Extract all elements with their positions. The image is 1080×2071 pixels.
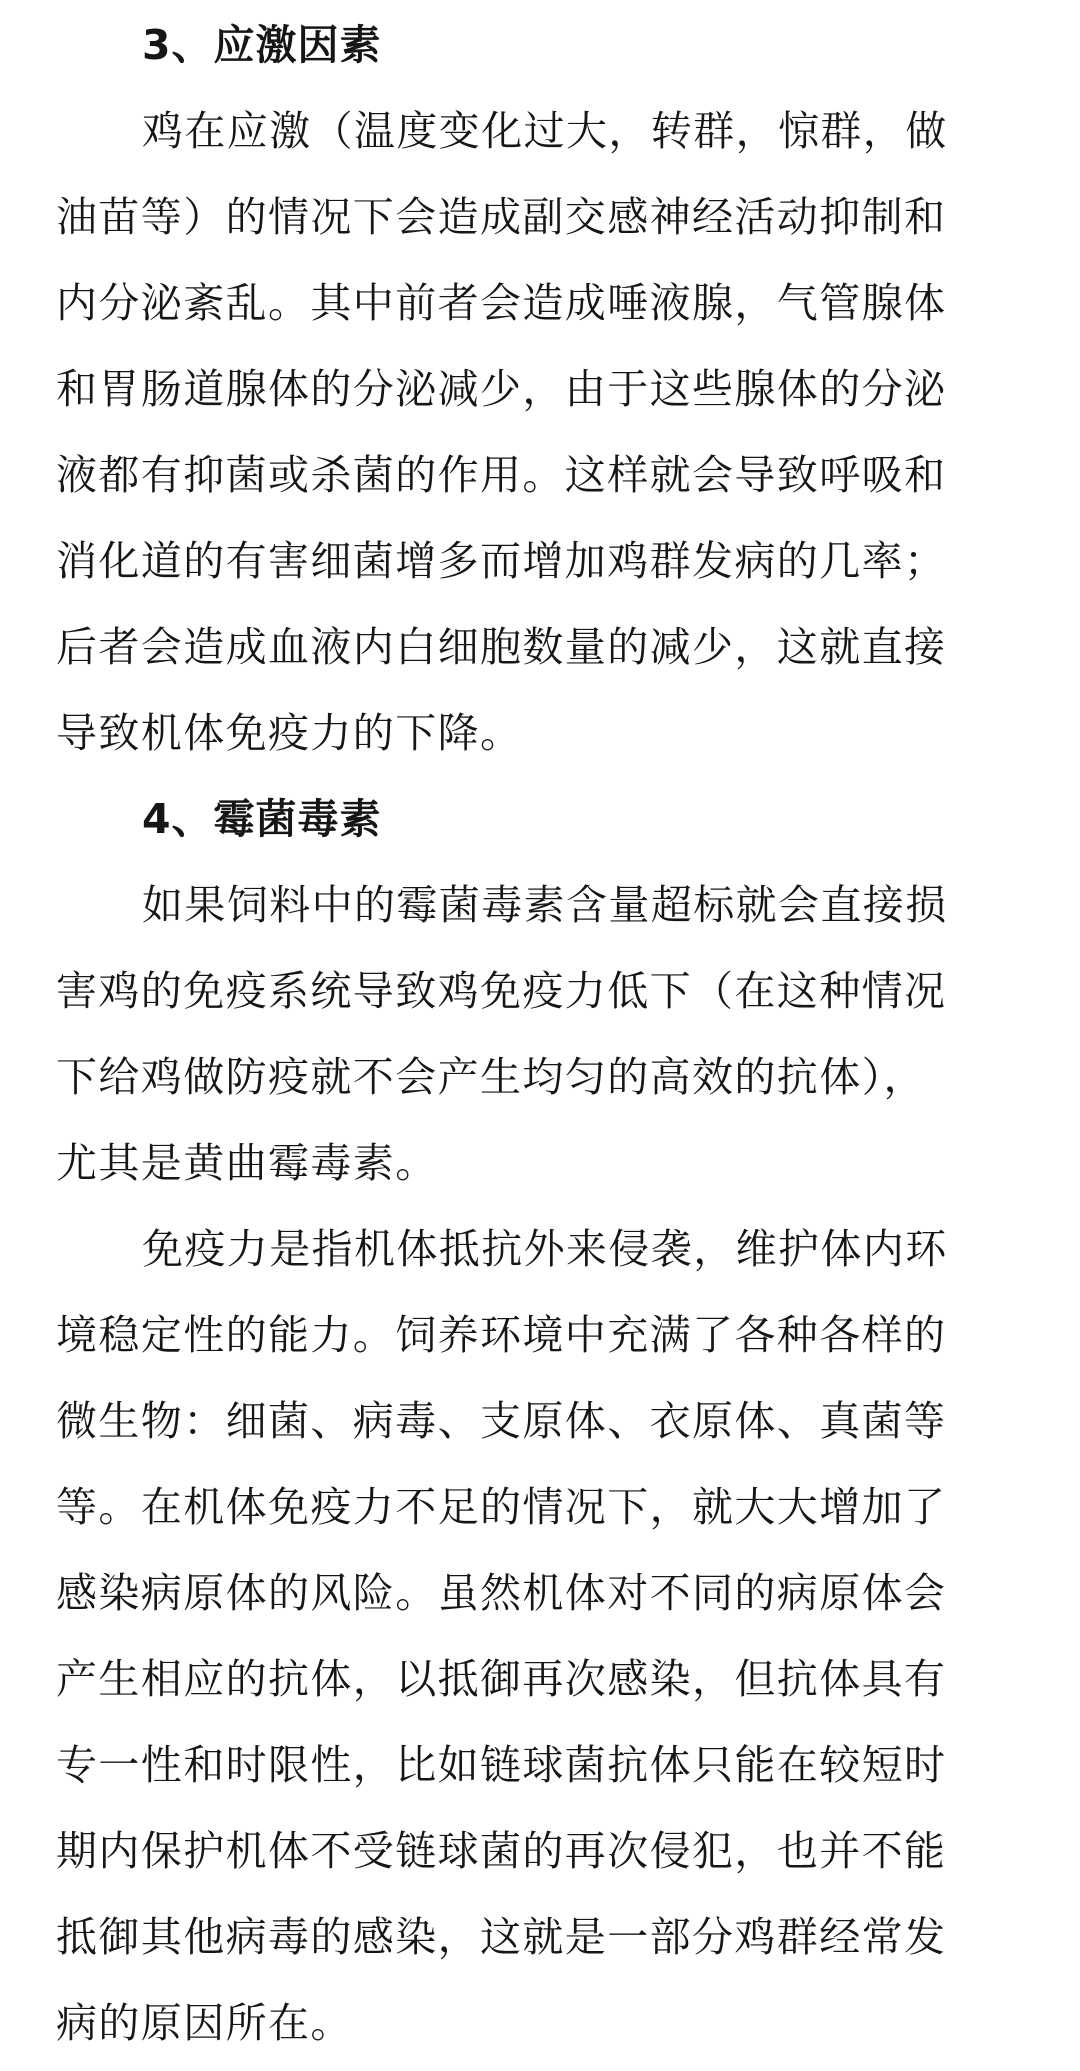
text-line: 鸡在应激（温度变化过大，转群，惊群，做 — [142, 107, 948, 155]
text-line: 液都有抑菌或杀菌的作用。这样就会导致呼吸和 — [56, 451, 947, 499]
text-line: 后者会造成血液内白细胞数量的减少，这就直接 — [56, 623, 947, 671]
text-line: 微生物：细菌、病毒、支原体、衣原体、真菌等 — [56, 1397, 947, 1445]
text-line: 下给鸡做防疫就不会产生均匀的高效的抗体）， — [56, 1053, 926, 1101]
text-line: 尤其是黄曲霉毒素。 — [56, 1139, 438, 1187]
text-line: 内分泌紊乱。其中前者会造成唾液腺，气管腺体 — [56, 279, 947, 327]
text-line: 抵御其他病毒的感染，这就是一部分鸡群经常发 — [56, 1913, 947, 1961]
text-line: 期内保护机体不受链球菌的再次侵犯，也并不能 — [56, 1827, 947, 1875]
text-line: 导致机体免疫力的下降。 — [56, 709, 523, 757]
text-line: 害鸡的免疫系统导致鸡免疫力低下（在这种情况 — [56, 967, 947, 1015]
text-line: 免疫力是指机体抵抗外来侵袭，维护体内环 — [142, 1225, 948, 1273]
text-line: 如果饲料中的霉菌毒素含量超标就会直接损 — [142, 881, 948, 929]
text-line: 专一性和时限性，比如链球菌抗体只能在较短时 — [56, 1741, 947, 1789]
text-line: 油苗等）的情况下会造成副交感神经活动抑制和 — [56, 193, 947, 241]
paragraph-immunity-summary — [56, 1206, 1026, 2066]
paragraph-mycotoxin — [56, 862, 1026, 1206]
paragraph-stress — [56, 88, 1026, 776]
article-body — [56, 0, 1026, 2066]
text-line: 境稳定性的能力。饲养环境中充满了各种各样的 — [56, 1311, 947, 1359]
text-line: 消化道的有害细菌增多而增加鸡群发病的几率； — [56, 537, 947, 585]
text-line: 和胃肠道腺体的分泌减少，由于这些腺体的分泌 — [56, 365, 947, 413]
text-line: 病的原因所在。 — [56, 1999, 353, 2047]
text-line: 感染病原体的风险。虽然机体对不同的病原体会 — [56, 1569, 947, 1617]
text-line: 产生相应的抗体，以抵御再次感染，但抗体具有 — [56, 1655, 947, 1703]
text-line: 等。在机体免疫力不足的情况下，就大大增加了 — [56, 1483, 947, 1531]
section-heading-mycotoxin: 4、霉菌毒素 — [142, 795, 382, 843]
section-heading-stress: 3、应激因素 — [142, 21, 382, 69]
